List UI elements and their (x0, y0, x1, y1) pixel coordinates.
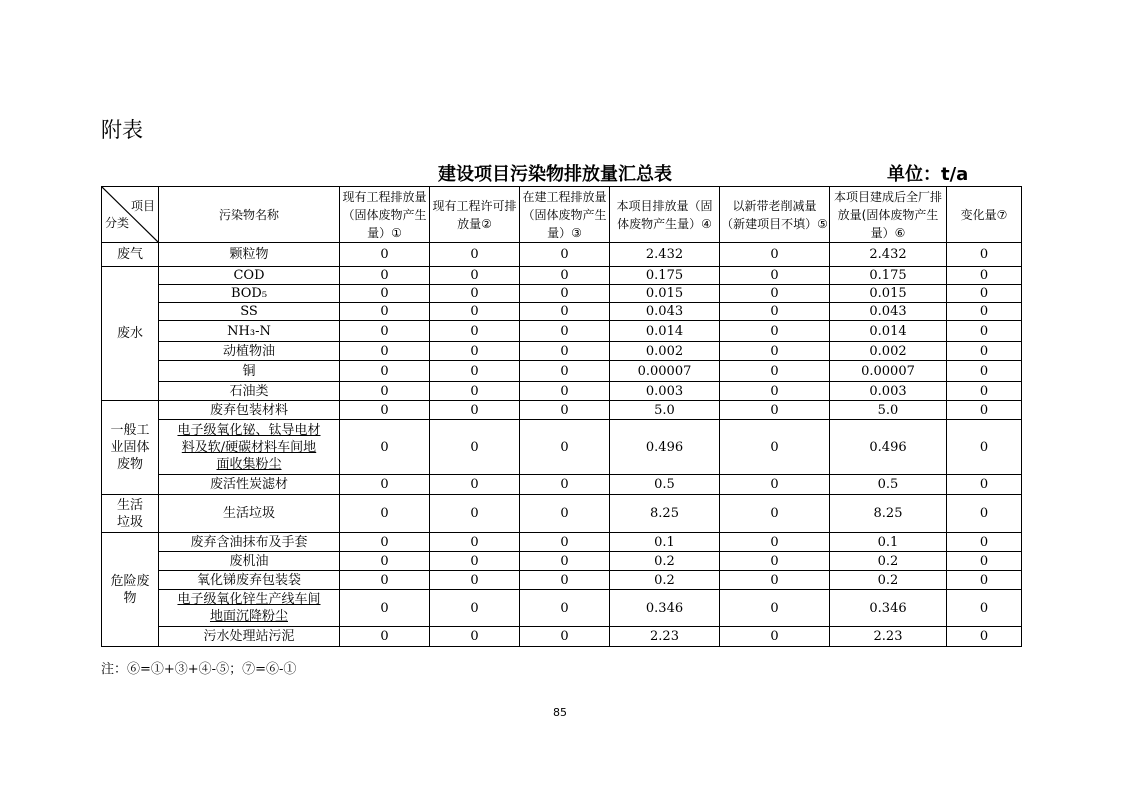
category-line: 物 (123, 590, 137, 606)
value-cell: 5.0 (830, 401, 947, 420)
header-col4: 本项目排放量（固体废物产生量）④ (610, 187, 720, 243)
value-cell: 0 (340, 267, 430, 285)
value-cell: 0.346 (610, 590, 720, 627)
value-cell: 0 (430, 475, 520, 495)
value-cell: 0 (947, 267, 1022, 285)
value-cell: 0.496 (610, 420, 720, 475)
value-cell: 0 (947, 495, 1022, 533)
value-cell: 0 (520, 495, 610, 533)
footnote: 注：⑥=①+③+④-⑤；⑦=⑥-① (101, 662, 297, 677)
value-cell: 0 (947, 303, 1022, 321)
value-cell: 0.002 (610, 342, 720, 361)
pollutant-name: COD (159, 267, 340, 285)
value-cell: 0 (340, 475, 430, 495)
value-cell: 0 (720, 285, 830, 303)
table-row (102, 401, 1022, 420)
corner-category-label: 分类 (105, 216, 130, 230)
value-cell: 2.432 (830, 243, 947, 267)
value-cell: 0 (430, 590, 520, 627)
value-cell: 0 (430, 303, 520, 321)
value-cell: 0 (340, 342, 430, 361)
value-cell: 0 (720, 361, 830, 382)
category-line: 一般工 (110, 423, 150, 438)
value-cell: 0 (947, 571, 1022, 590)
value-cell: 0 (947, 342, 1022, 361)
value-cell: 0 (340, 401, 430, 420)
value-cell: 0.003 (830, 382, 947, 401)
value-cell: 0 (430, 321, 520, 342)
page-number: 85 (553, 706, 567, 719)
value-cell: 0 (947, 401, 1022, 420)
value-cell: 0 (947, 533, 1022, 552)
pollutant-name: 动植物油 (159, 342, 340, 361)
value-cell: 0 (430, 342, 520, 361)
table-row (102, 552, 1022, 571)
category-cell: 废水 (102, 267, 159, 401)
value-cell: 0 (720, 495, 830, 533)
value-cell: 0.5 (830, 475, 947, 495)
value-cell: 0 (430, 285, 520, 303)
value-cell: 0 (340, 533, 430, 552)
value-cell: 0.1 (610, 533, 720, 552)
value-cell: 0.015 (610, 285, 720, 303)
value-cell: 0 (720, 243, 830, 267)
value-cell: 0 (340, 285, 430, 303)
pollutant-name: 污水处理站污泥 (159, 627, 340, 647)
pollutant-name: 铜 (159, 361, 340, 382)
value-cell: 0 (720, 552, 830, 571)
pollutant-name-line: 料及软/硬碳材料车间地 (181, 439, 317, 455)
category-cell: 废气 (102, 243, 159, 267)
category-cell (102, 533, 159, 647)
header-col3: 在建工程排放量（固体废物产生量）③ (520, 187, 610, 243)
value-cell: 0 (720, 267, 830, 285)
value-cell: 0 (340, 243, 430, 267)
value-cell: 0.2 (830, 552, 947, 571)
pollutant-name (159, 590, 340, 627)
value-cell: 0 (720, 420, 830, 475)
corner-item-label: 项目 (130, 199, 155, 213)
value-cell: 5.0 (610, 401, 720, 420)
value-cell: 0.2 (610, 571, 720, 590)
value-cell: 0 (720, 382, 830, 401)
category-line: 垃圾 (116, 514, 143, 530)
appendix-heading: 附表 (101, 118, 143, 142)
value-cell: 0 (340, 552, 430, 571)
value-cell: 0 (520, 552, 610, 571)
category-line: 生活 (116, 497, 143, 513)
table-row (102, 321, 1022, 342)
value-cell: 2.23 (610, 627, 720, 647)
value-cell: 0.043 (610, 303, 720, 321)
value-cell: 0 (720, 321, 830, 342)
value-cell: 0 (520, 627, 610, 647)
value-cell: 0.00007 (830, 361, 947, 382)
value-cell: 0 (430, 627, 520, 647)
value-cell: 2.23 (830, 627, 947, 647)
table-title: 建设项目污染物排放量汇总表 (438, 164, 672, 185)
value-cell: 0 (430, 267, 520, 285)
value-cell: 8.25 (830, 495, 947, 533)
value-cell: 0 (947, 475, 1022, 495)
value-cell: 0 (430, 382, 520, 401)
value-cell: 0 (720, 342, 830, 361)
value-cell: 0 (520, 321, 610, 342)
value-cell: 0 (720, 475, 830, 495)
value-cell: 0.014 (830, 321, 947, 342)
table-row (102, 420, 1022, 475)
value-cell: 0.2 (610, 552, 720, 571)
value-cell: 0 (340, 382, 430, 401)
pollutant-name-line: 面收集粉尘 (216, 456, 282, 472)
pollutant-name (159, 420, 340, 475)
value-cell: 0.496 (830, 420, 947, 475)
value-cell: 0 (720, 303, 830, 321)
pollutant-name: 废弃包装材料 (159, 401, 340, 420)
value-cell: 0 (520, 420, 610, 475)
value-cell: 0 (947, 243, 1022, 267)
value-cell: 0.1 (830, 533, 947, 552)
emission-summary-table (101, 186, 1022, 647)
table-row (102, 475, 1022, 495)
value-cell: 0 (520, 382, 610, 401)
value-cell: 0 (430, 533, 520, 552)
value-cell: 0.175 (610, 267, 720, 285)
table-row (102, 361, 1022, 382)
pollutant-name: 氧化锑废弃包装袋 (159, 571, 340, 590)
value-cell: 0.00007 (610, 361, 720, 382)
value-cell: 0 (340, 361, 430, 382)
table-row (102, 285, 1022, 303)
table-row (102, 342, 1022, 361)
value-cell: 0.015 (830, 285, 947, 303)
header-col6: 本项目建成后全厂排放量(固体废物产生量）⑥ (830, 187, 947, 243)
pollutant-name: 生活垃圾 (159, 495, 340, 533)
value-cell: 0 (520, 571, 610, 590)
value-cell: 0.043 (830, 303, 947, 321)
value-cell: 0 (430, 552, 520, 571)
pollutant-name: 废活性炭滤材 (159, 475, 340, 495)
value-cell: 0 (947, 321, 1022, 342)
value-cell: 0 (520, 475, 610, 495)
table-row (102, 495, 1022, 533)
table-row (102, 571, 1022, 590)
value-cell: 0 (947, 420, 1022, 475)
value-cell: 0 (430, 420, 520, 475)
table-row (102, 590, 1022, 627)
value-cell: 0 (340, 627, 430, 647)
value-cell: 0 (520, 303, 610, 321)
pollutant-name-line: 电子级氧化锌生产线车间 (177, 592, 321, 607)
value-cell: 0 (720, 627, 830, 647)
value-cell: 0 (520, 590, 610, 627)
pollutant-name: BOD₅ (159, 285, 340, 303)
header-col1: 现有工程排放量（固体废物产生量）① (340, 187, 430, 243)
value-cell: 0.175 (830, 267, 947, 285)
value-cell: 0 (720, 571, 830, 590)
header-col5: 以新带老削减量（新建项目不填）⑤ (720, 187, 830, 243)
value-cell: 0 (947, 361, 1022, 382)
category-line: 危险废 (110, 573, 150, 589)
pollutant-name: 废机油 (159, 552, 340, 571)
value-cell: 0.346 (830, 590, 947, 627)
value-cell: 0 (430, 571, 520, 590)
value-cell: 0 (520, 361, 610, 382)
header-pollutant-name: 污染物名称 (159, 187, 340, 243)
table-row (102, 627, 1022, 647)
value-cell: 0 (340, 321, 430, 342)
value-cell: 0 (947, 382, 1022, 401)
value-cell: 0 (947, 590, 1022, 627)
header-col2: 现有工程许可排放量② (430, 187, 520, 243)
pollutant-name-line: 地面沉降粉尘 (209, 609, 288, 624)
value-cell: 0 (430, 401, 520, 420)
value-cell: 0 (720, 401, 830, 420)
category-line: 废物 (116, 457, 143, 472)
value-cell: 0.002 (830, 342, 947, 361)
value-cell: 0 (520, 285, 610, 303)
category-line: 业固体 (110, 440, 150, 455)
table-row (102, 303, 1022, 321)
value-cell: 0 (947, 627, 1022, 647)
value-cell: 0 (340, 571, 430, 590)
table-row (102, 533, 1022, 552)
value-cell: 0 (340, 590, 430, 627)
category-cell (102, 495, 159, 533)
pollutant-name: NH₃-N (159, 321, 340, 342)
unit-label: 单位：t/a (887, 164, 969, 185)
value-cell: 0 (520, 401, 610, 420)
value-cell: 0 (340, 495, 430, 533)
pollutant-name: 石油类 (159, 382, 340, 401)
value-cell: 0 (430, 361, 520, 382)
header-col7: 变化量⑦ (947, 187, 1022, 243)
value-cell: 0.014 (610, 321, 720, 342)
value-cell: 0.5 (610, 475, 720, 495)
value-cell: 0.003 (610, 382, 720, 401)
value-cell: 0 (720, 533, 830, 552)
category-cell (102, 401, 159, 495)
value-cell: 0 (520, 243, 610, 267)
pollutant-name: 废弃含油抹布及手套 (159, 533, 340, 552)
value-cell: 0 (947, 285, 1022, 303)
value-cell: 0 (430, 243, 520, 267)
header-row (102, 187, 1022, 243)
value-cell: 0 (340, 420, 430, 475)
value-cell: 0 (520, 267, 610, 285)
header-corner-cell (102, 187, 159, 243)
value-cell: 0 (520, 533, 610, 552)
table-row (102, 267, 1022, 285)
table-row (102, 243, 1022, 267)
pollutant-name-line: 电子级氧化铋、钛导电材 (177, 422, 321, 438)
pollutant-name: SS (159, 303, 340, 321)
pollutant-name: 颗粒物 (159, 243, 340, 267)
value-cell: 0 (720, 590, 830, 627)
value-cell: 2.432 (610, 243, 720, 267)
table-row (102, 382, 1022, 401)
value-cell: 0.2 (830, 571, 947, 590)
value-cell: 0 (430, 495, 520, 533)
value-cell: 0 (520, 342, 610, 361)
value-cell: 0 (340, 303, 430, 321)
value-cell: 0 (947, 552, 1022, 571)
value-cell: 8.25 (610, 495, 720, 533)
